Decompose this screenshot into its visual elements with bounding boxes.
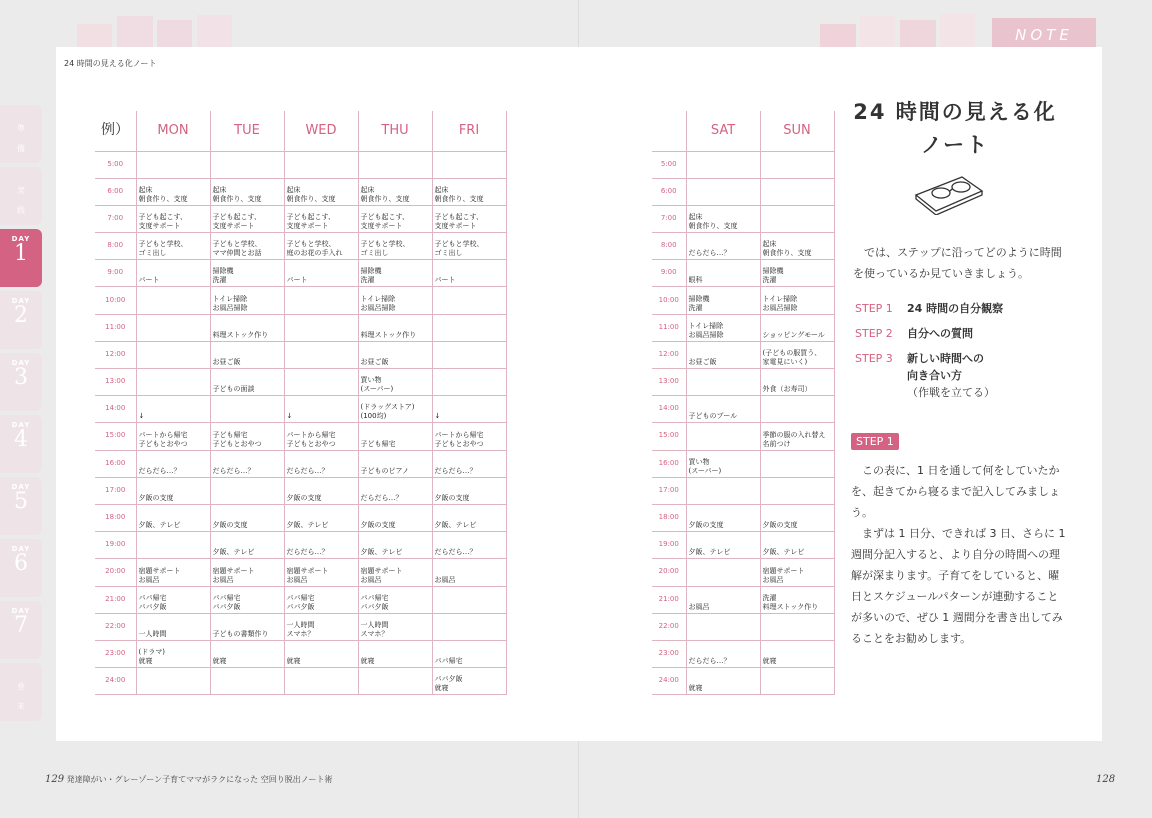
schedule-cell[interactable]: だらだら…？ [686,233,760,260]
day-header-thu: THU [358,111,432,151]
schedule-cell[interactable] [284,668,358,695]
schedule-cell[interactable]: パパ帰宅 パパ夕飯 [210,586,284,613]
schedule-cell[interactable]: お風呂 [432,559,506,586]
schedule-cell[interactable]: 買い物 (スーパー) [358,369,432,396]
schedule-cell[interactable]: パパ帰宅 パパ夕飯 [284,586,358,613]
footer-left [45,774,332,785]
schedule-cell[interactable]: だらだら…？ [432,532,506,559]
time-label: 13:00 [652,369,686,396]
schedule-cell[interactable]: 子どもと学校、 庭のお花の手入れ [284,233,358,260]
schedule-cell[interactable]: だらだら…？ [136,450,210,477]
time-row [652,450,834,477]
day-header-wed: WED [284,111,358,151]
time-label: 17:00 [95,477,136,504]
schedule-cell[interactable]: 宿題サポート お風呂 [136,559,210,586]
schedule-cell[interactable]: 洗濯 料理ストック作り [760,586,834,613]
time-row [652,613,834,640]
schedule-cell[interactable] [432,586,506,613]
time-label: 22:00 [652,613,686,640]
time-row [652,423,834,450]
chapter-tab-practice[interactable]: 実 践 [0,167,42,225]
schedule-cell[interactable]: だらだら…？ [432,450,506,477]
schedule-cell[interactable] [760,668,834,695]
schedule-cell[interactable]: 夕飯の支度 [358,504,432,531]
time-label: 10:00 [95,287,136,314]
time-row [652,369,834,396]
schedule-cell[interactable] [760,450,834,477]
schedule-cell[interactable]: 子ども起こす、 支度サポート [284,205,358,232]
schedule-cell[interactable]: ↓ [284,396,358,423]
time-row [652,504,834,531]
schedule-cell[interactable]: 掃除機 洗濯 [358,260,432,287]
body-text: この表に、1 日を通して何をしていたかを、起きてから寝るまで記入してみましょう。 まずは 1 日分、できれば 3 日、さらに 1 週間分記入すると、より自分の時間への理解が深まります。子育てをしていると、曜日とスケジュールパターンが連動することが多いので、ぜひ 1 週間分を書き出してみることをお勧めします。 [851,464,1066,645]
schedule-cell[interactable]: 就寝 [358,640,432,667]
schedule-cell[interactable]: (ドラッグストア) (100均) [358,396,432,423]
time-label: 12:00 [95,341,136,368]
time-row [652,532,834,559]
day-header-fri: FRI [432,111,506,151]
schedule-cell[interactable]: 夕飯、テレビ [760,532,834,559]
time-label: 16:00 [95,450,136,477]
schedule-cell[interactable] [760,178,834,205]
schedule-cell[interactable]: ↓ [432,396,506,423]
schedule-cell[interactable]: 子どもと学校、 ゴミ出し [136,233,210,260]
schedule-cell[interactable]: 掃除機 洗濯 [210,260,284,287]
time-row [95,151,506,178]
time-label: 23:00 [652,640,686,667]
schedule-cell[interactable]: 夕飯、テレビ [686,532,760,559]
schedule-cell[interactable]: 子どもと学校、 ママ仲間とお話 [210,233,284,260]
schedule-cell[interactable]: だらだら…？ [210,450,284,477]
schedule-cell[interactable] [136,668,210,695]
time-label: 14:00 [652,396,686,423]
schedule-cell[interactable]: パパ帰宅 パパ夕飯 [136,586,210,613]
book-title: 発達障がい・グレーゾーン子育てママがラクになった 空回り脱出ノート術 [66,775,333,784]
time-label: 24:00 [652,668,686,695]
schedule-cell[interactable]: 起床 朝食作り、支度 [136,178,210,205]
chapter-tab-day-1[interactable]: DAY 1 [0,229,42,287]
chapter-tab-day-5[interactable]: DAY 5 [0,477,42,535]
time-row [95,341,506,368]
schedule-cell[interactable] [358,668,432,695]
schedule-cell[interactable]: 子どもと学校、 ゴミ出し [358,233,432,260]
time-label: 11:00 [95,314,136,341]
chapter-tab-day-6[interactable]: DAY 6 [0,539,42,597]
schedule-cell[interactable]: 夕飯、テレビ [136,504,210,531]
time-row [95,396,506,423]
time-row [95,450,506,477]
chapter-tab-day-4[interactable]: DAY 4 [0,415,42,473]
schedule-cell[interactable]: だらだら…？ [284,450,358,477]
schedule-cell[interactable]: 一人時間 スマホ？ [358,613,432,640]
section-title: 24 時間の見える化 ノート [853,100,1057,157]
schedule-cell[interactable] [210,151,284,178]
schedule-cell[interactable]: 子どもと学校、 ゴミ出し [432,233,506,260]
time-row [652,260,834,287]
time-label: 17:00 [652,477,686,504]
schedule-cell[interactable] [210,668,284,695]
schedule-cell[interactable] [686,613,760,640]
schedule-cell[interactable]: 料理ストック作り [358,314,432,341]
schedule-cell[interactable]: パパ夕飯 就寝 [432,668,506,695]
time-row [652,314,834,341]
schedule-cell[interactable]: パートから帰宅 子どもとおやつ [284,423,358,450]
notebook-glasses-icon [910,169,986,215]
schedule-cell[interactable]: 起床 朝食作り、支度 [432,178,506,205]
time-label: 20:00 [95,559,136,586]
schedule-cell[interactable]: お風呂 [686,586,760,613]
time-row [95,260,506,287]
time-row [652,559,834,586]
schedule-cell[interactable]: 子どものプール [686,396,760,423]
schedule-cell[interactable]: お昼ご飯 [686,341,760,368]
schedule-cell[interactable]: 買い物 (スーパー) [686,450,760,477]
schedule-cell[interactable]: 掃除機 洗濯 [760,260,834,287]
schedule-cell[interactable]: パート [284,260,358,287]
day-header-mon: MON [136,111,210,151]
time-label: 8:00 [652,233,686,260]
time-row [652,287,834,314]
schedule-cell[interactable]: 起床 朝食作り、支度 [210,178,284,205]
schedule-cell[interactable] [760,396,834,423]
schedule-cell[interactable] [760,477,834,504]
time-label: 15:00 [95,423,136,450]
schedule-cell[interactable] [284,287,358,314]
schedule-cell[interactable] [432,341,506,368]
schedule-cell[interactable] [136,287,210,314]
schedule-cell[interactable] [284,314,358,341]
note-tab: NOTE [992,18,1096,48]
time-label: 8:00 [95,233,136,260]
schedule-cell[interactable]: お昼ご飯 [210,341,284,368]
time-label: 24:00 [95,668,136,695]
schedule-cell[interactable] [432,314,506,341]
time-row [95,668,506,695]
page-number-right: 128 [1096,774,1116,785]
schedule-cell[interactable]: 起床 朝食作り、支度 [760,233,834,260]
schedule-cell[interactable] [210,396,284,423]
schedule-cell[interactable]: 子ども起こす、 支度サポート [136,205,210,232]
schedule-cell[interactable]: パートから帰宅 子どもとおやつ [432,423,506,450]
schedule-cell[interactable] [760,151,834,178]
decor-square [900,20,936,50]
schedule-cell[interactable]: 夕飯の支度 [686,504,760,531]
schedule-cell[interactable]: パート [136,260,210,287]
intro-text: では、ステップに沿ってどのように時間を使っているか見ていきましょう。 [853,246,1062,280]
time-label: 21:00 [652,586,686,613]
schedule-cell[interactable]: 夕飯の支度 [210,504,284,531]
chapter-tab-appendix[interactable]: 巻 末 [0,663,42,721]
schedule-cell[interactable]: 夕飯、テレビ [284,504,358,531]
step-item: STEP 2 自分への質問 [855,327,973,340]
schedule-cell[interactable]: 宿題サポート お風呂 [210,559,284,586]
schedule-cell[interactable] [358,151,432,178]
schedule-cell[interactable] [210,477,284,504]
step-item: STEP 3 新しい時間への 向き合い方 （作戦を立てる） [855,352,995,399]
schedule-cell[interactable]: 外食（お寿司） [760,369,834,396]
weekday-schedule-table [95,111,507,695]
schedule-cell[interactable]: お昼ご飯 [358,341,432,368]
schedule-cell[interactable] [686,369,760,396]
schedule-cell[interactable]: (ドラマ) 就寝 [136,640,210,667]
schedule-cell[interactable] [284,369,358,396]
time-row [652,640,834,667]
time-row [95,559,506,586]
schedule-cell[interactable] [136,369,210,396]
time-label: 11:00 [652,314,686,341]
blank-header [652,111,686,151]
time-row [652,586,834,613]
time-label: 5:00 [652,151,686,178]
step-list [855,300,1003,409]
schedule-cell[interactable]: 宿題サポート お風呂 [284,559,358,586]
time-label: 18:00 [95,504,136,531]
chapter-tabs [0,105,42,725]
schedule-cell[interactable] [432,287,506,314]
time-label: 7:00 [95,205,136,232]
day-header-sat: SAT [686,111,760,151]
schedule-cell[interactable]: 起床 朝食作り、支度 [686,205,760,232]
schedule-cell[interactable] [686,477,760,504]
schedule-cell[interactable]: 就寝 [686,668,760,695]
time-row [95,233,506,260]
time-label: 18:00 [652,504,686,531]
day-header-tue: TUE [210,111,284,151]
schedule-cell[interactable]: 掃除機 洗濯 [686,287,760,314]
schedule-cell[interactable] [686,423,760,450]
chapter-tab-day-7[interactable]: DAY 7 [0,601,42,659]
chapter-tab-day-2[interactable]: DAY 2 [0,291,42,349]
schedule-cell[interactable]: 夕飯、テレビ [358,532,432,559]
time-row [652,178,834,205]
schedule-cell[interactable] [760,205,834,232]
schedule-cell[interactable] [760,613,834,640]
time-label: 21:00 [95,586,136,613]
time-label: 10:00 [652,287,686,314]
time-row [95,613,506,640]
schedule-cell[interactable]: 一人時間 [136,613,210,640]
schedule-cell[interactable]: 夕飯、テレビ [432,504,506,531]
schedule-cell[interactable] [686,151,760,178]
schedule-cell[interactable]: トイレ掃除 お風呂掃除 [210,287,284,314]
schedule-cell[interactable]: (子どもの服買う、 家電見にいく) [760,341,834,368]
time-label: 22:00 [95,613,136,640]
time-row [95,314,506,341]
time-label: 7:00 [652,205,686,232]
chapter-tab-day-3[interactable]: DAY 3 [0,353,42,411]
schedule-cell[interactable]: だらだら…？ [686,640,760,667]
time-row [652,205,834,232]
schedule-cell[interactable]: トイレ掃除 お風呂掃除 [760,287,834,314]
schedule-cell[interactable] [284,341,358,368]
time-label: 15:00 [652,423,686,450]
step-item: STEP 1 24 時間の自分観察 [855,302,1004,315]
weekend-schedule-table [652,111,835,695]
time-label: 23:00 [95,640,136,667]
schedule-cell[interactable]: 夕飯の支度 [136,477,210,504]
schedule-cell[interactable]: 起床 朝食作り、支度 [284,178,358,205]
schedule-cell[interactable]: パパ帰宅 [432,640,506,667]
schedule-cell[interactable] [136,314,210,341]
time-label: 19:00 [95,532,136,559]
schedule-cell[interactable]: トイレ掃除 お風呂掃除 [358,287,432,314]
time-label: 6:00 [95,178,136,205]
time-label: 13:00 [95,369,136,396]
time-row [652,151,834,178]
schedule-cell[interactable]: 子どものピアノ [358,450,432,477]
time-row [95,504,506,531]
time-row [652,477,834,504]
schedule-cell[interactable]: 宿題サポート お風呂 [760,559,834,586]
schedule-cell[interactable]: パパ帰宅 パパ夕飯 [358,586,432,613]
schedule-cell[interactable] [432,613,506,640]
time-row [95,532,506,559]
schedule-cell[interactable] [136,151,210,178]
time-row [95,423,506,450]
time-label: 12:00 [652,341,686,368]
decor-square [157,20,192,50]
time-row [652,396,834,423]
schedule-cell[interactable]: 就寝 [760,640,834,667]
time-row [652,341,834,368]
schedule-cell[interactable]: 起床 朝食作り、支度 [358,178,432,205]
schedule-cell[interactable] [136,532,210,559]
schedule-cell[interactable] [432,369,506,396]
schedule-cell[interactable]: 子ども起こす、 支度サポート [358,205,432,232]
chapter-tab-prep[interactable]: 準 備 [0,105,42,163]
time-row [95,205,506,232]
schedule-cell[interactable] [432,151,506,178]
schedule-cell[interactable]: 一人時間 スマホ？ [284,613,358,640]
time-row [95,586,506,613]
time-label: 9:00 [652,260,686,287]
running-title: 24 時間の見える化ノート [64,59,157,68]
schedule-cell[interactable] [284,151,358,178]
schedule-cell[interactable]: だらだら…？ [358,477,432,504]
schedule-cell[interactable]: トイレ掃除 お風呂掃除 [686,314,760,341]
time-row [95,178,506,205]
time-row [652,668,834,695]
time-row [652,233,834,260]
step-badge: STEP 1 [851,433,899,450]
time-label: 9:00 [95,260,136,287]
schedule-cell[interactable]: 季節の服の入れ替え 名前つけ [760,423,834,450]
time-label: 16:00 [652,450,686,477]
schedule-cell[interactable]: パート [432,260,506,287]
time-label: 20:00 [652,559,686,586]
schedule-cell[interactable]: だらだら…？ [284,532,358,559]
schedule-cell[interactable]: パートから帰宅 子どもとおやつ [136,423,210,450]
schedule-cell[interactable]: 就寝 [284,640,358,667]
schedule-cell[interactable]: 宿題サポート お風呂 [358,559,432,586]
schedule-cell[interactable]: 夕飯の支度 [760,504,834,531]
schedule-cell[interactable]: 子どもの面談 [210,369,284,396]
time-label: 14:00 [95,396,136,423]
schedule-cell[interactable]: 子ども起こす、 支度サポート [210,205,284,232]
schedule-cell[interactable]: 子ども帰宅 子どもとおやつ [210,423,284,450]
time-row [95,369,506,396]
schedule-cell[interactable]: 子どもの書類作り [210,613,284,640]
schedule-cell[interactable]: ↓ [136,396,210,423]
schedule-cell[interactable]: 夕飯の支度 [284,477,358,504]
schedule-cell[interactable]: 料理ストック作り [210,314,284,341]
time-row [95,640,506,667]
time-label: 6:00 [652,178,686,205]
example-label: 例） [95,111,136,151]
page-number-left: 129 [45,774,65,785]
time-label: 5:00 [95,151,136,178]
time-label: 19:00 [652,532,686,559]
time-row [95,477,506,504]
day-header-sun: SUN [760,111,834,151]
schedule-cell[interactable] [136,341,210,368]
schedule-cell[interactable]: 夕飯、テレビ [210,532,284,559]
time-row [95,287,506,314]
schedule-cell[interactable] [686,559,760,586]
schedule-cell[interactable]: ショッピングモール [760,314,834,341]
schedule-cell[interactable] [686,178,760,205]
schedule-cell[interactable]: 子ども起こす、 支度サポート [432,205,506,232]
schedule-cell[interactable]: 眼科 [686,260,760,287]
schedule-cell[interactable]: 夕飯の支度 [432,477,506,504]
schedule-cell[interactable]: 子ども帰宅 [358,423,432,450]
schedule-cell[interactable]: 就寝 [210,640,284,667]
